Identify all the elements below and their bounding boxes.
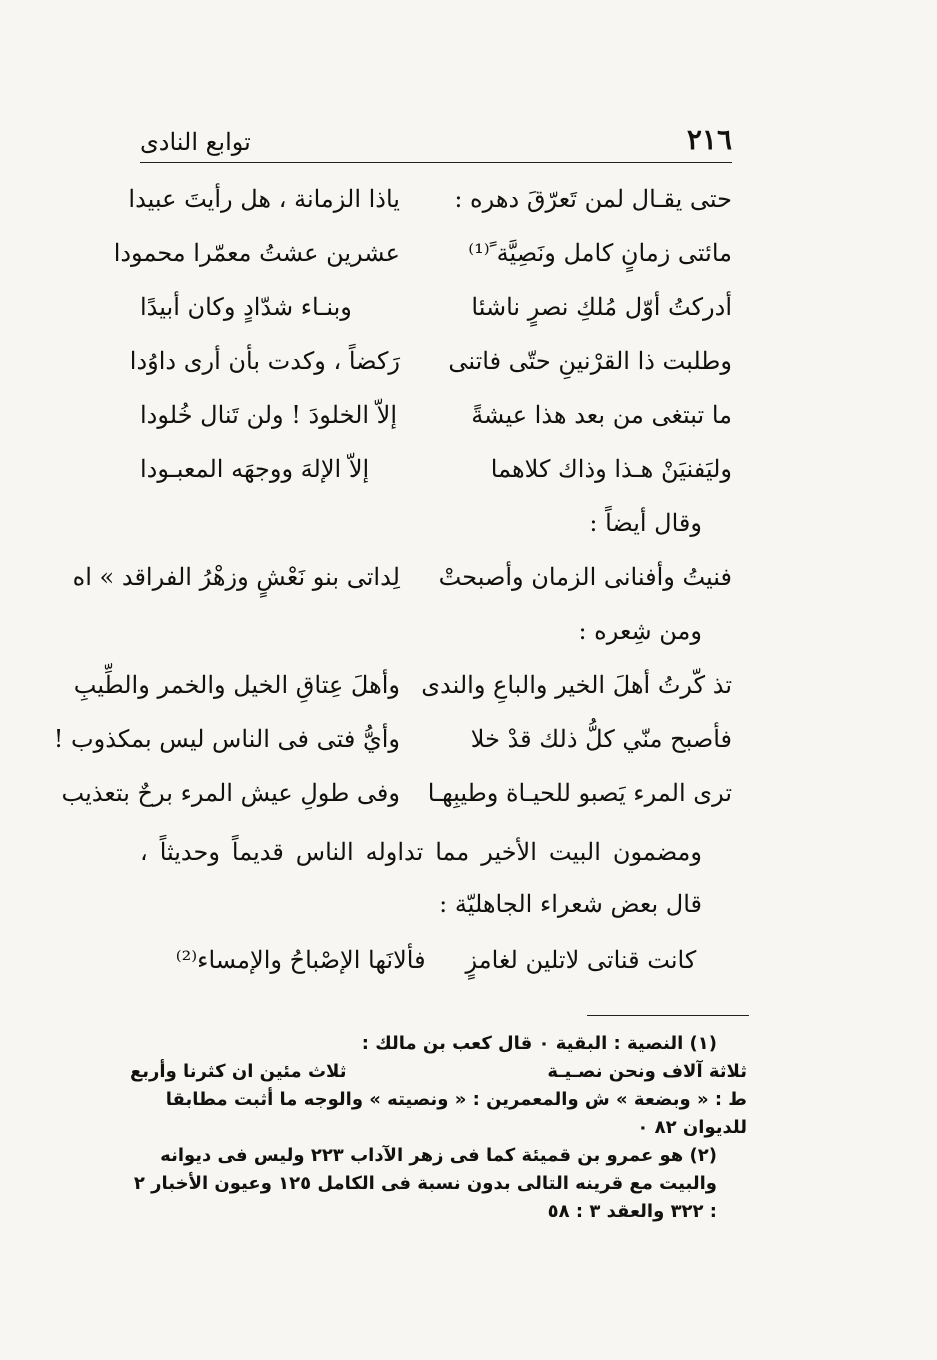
- footnote-divider: [587, 1015, 749, 1016]
- verse: [61, 766, 732, 820]
- verse-second-hemistich: ياذا الزمانة ، هل رأيتَ عبيدا: [128, 185, 400, 213]
- verse-second-hemistich: وبنـاء شدّادٍ وكان أبيدًا: [140, 293, 352, 321]
- poem-1: [113, 172, 732, 496]
- prose-text: ومضمون البيت الأخير مما تداوله الناس قديماً وحديثاً ، قال بعض شعراء الجاهليّة :: [140, 838, 702, 918]
- verse-second-hemistich: وفى طولِ عيش المرء برحٌ بتعذيب: [61, 779, 400, 807]
- verse: [53, 712, 732, 766]
- page-number: ٢١٦: [686, 123, 732, 156]
- from-poetry-line: ومن شِعره :: [578, 617, 702, 645]
- verse: [140, 442, 732, 496]
- verse-second-hemistich: إلاّ الإلهَ ووجهَه المعبـودا: [140, 455, 370, 483]
- footnote-1-intro: (١) النصية : البقية ٠ قال كعب بن مالك :: [361, 1033, 717, 1054]
- footnote-verse-second: ثلاث مئين ان كثرنا وأربع: [130, 1061, 347, 1082]
- verse-first-hemistich: أدركتُ أوّل مُلكِ نصرٍ ناشئا: [471, 293, 732, 321]
- verse-first-hemistich: مائتى زمانٍ كامل ونَصِيَّة ً⁽¹⁾: [468, 239, 732, 267]
- verse-first-hemistich: كانت قناتى لاتلين لغامزٍ: [465, 946, 697, 974]
- verse-first-hemistich: فنيتُ وأفنانى الزمان وأصبحتْ: [438, 563, 732, 591]
- page-header: [140, 120, 732, 163]
- verse: [129, 334, 732, 388]
- verse-second-hemistich: لِداتى بنو نَعْشٍ وزهْرُ الفراقد » اه: [72, 563, 400, 591]
- footnote-1-variants: ط : « وبضعة » ش والمعمرين : « ونصيته » والوجه ما أثبت مطابقا للديوان ٨٢ ٠: [165, 1089, 747, 1138]
- footnote-1-verse: [130, 1058, 747, 1086]
- verse: [140, 280, 732, 334]
- verse-first-hemistich: تذ كّرتُ أهلَ الخير والباعِ والندى: [421, 671, 732, 699]
- footnote-2: (٢) هو عمرو بن قميئة كما فى زهر الآداب ٢٢٣ وليس فى ديوانه والبيت مع قرينه التالى بدون نسبة فى الكامل ١٢٥ وعيون الأخبار ٢ : ٣٢٢ والعقد ٣ : ٥٨: [133, 1145, 717, 1222]
- verse-second-hemistich: عشرين عشتُ معمّرا محمودا: [113, 239, 400, 267]
- verse-first-hemistich: وليَفنيَنْ هـذا وذاك كلاهما: [490, 455, 732, 483]
- verse-first-hemistich: حتى يقـال لمن تَعرّقَ دهره :: [454, 185, 732, 213]
- verse-first-hemistich: ترى المرء يَصبو للحيـاة وطيبِهـا: [427, 779, 732, 807]
- verse-first-hemistich: فأصبح منّي كلُّ ذلك قدْ خلا: [470, 725, 732, 753]
- running-title: توابع النادى: [140, 128, 251, 156]
- final-verse: [140, 930, 732, 990]
- verse: [140, 388, 732, 442]
- verse: [73, 658, 732, 712]
- verse-first-hemistich: ما تبتغى من بعد هذا عيشةً: [471, 401, 732, 429]
- verse-second-hemistich: فألانَها الإصْباحُ والإمساء⁽²⁾: [175, 946, 426, 974]
- main-text: [53, 172, 732, 990]
- single-verse: [72, 550, 732, 604]
- poem-2: [53, 658, 732, 820]
- footnotes: [130, 1030, 747, 1226]
- verse-second-hemistich: رَكضاً ، وكدت بأن أرى داوُدا: [129, 347, 400, 375]
- prose-paragraph: [140, 820, 732, 930]
- said-also-line: وقال أيضاً :: [589, 509, 702, 537]
- verse-second-hemistich: إلاّ الخلودَ ! ولن تَنال خُلودا: [140, 401, 398, 429]
- verse-first-hemistich: وطلبت ذا القرْنينِ حتّى فاتنى: [448, 347, 732, 375]
- verse-second-hemistich: وأيُّ فتى فى الناس ليس بمكذوب !: [53, 725, 400, 753]
- footnote-verse-first: ثلاثة آلاف ونحن نصـيـة: [547, 1061, 747, 1082]
- verse-second-hemistich: وأهلَ عِتاقِ الخيل والخمر والطِّيبِ: [73, 671, 400, 699]
- verse: [113, 226, 732, 280]
- verse: [128, 172, 732, 226]
